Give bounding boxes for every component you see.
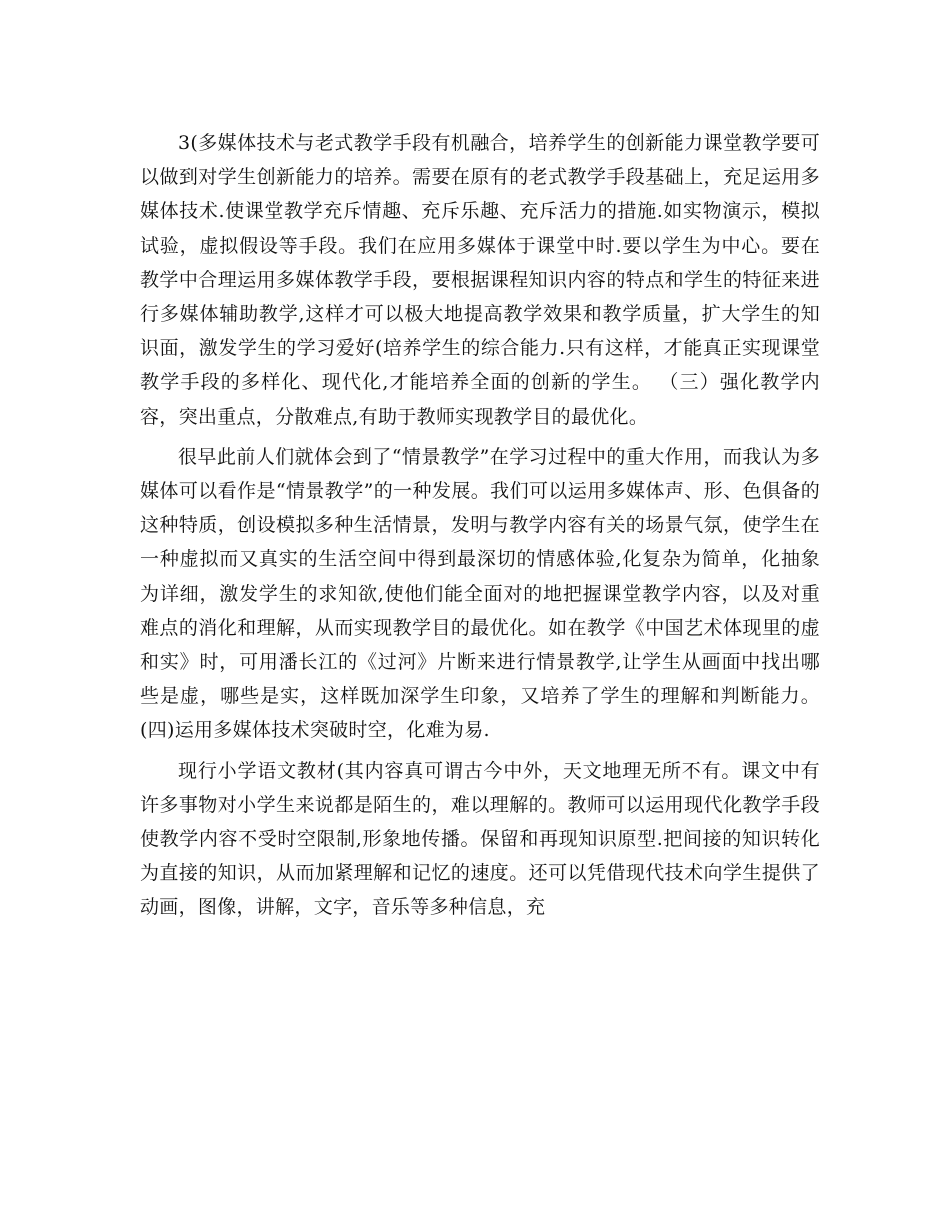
paragraph-1: 3(多媒体技术与老式教学手段有机融合，培养学生的创新能力课堂教学要可以做到对学生创新能力的培养。需要在原有的老式教学手段基础上，充足运用多媒体技术.使课堂教学充斥情趣、充斥乐趣、充斥活力的措施.如实物演示，模拟试验，虚拟假设等手段。我们在应用多媒体于课堂中时.要以学生为中心。要在教学中合理运用多媒体教学手段，要根据课程知识内容的特点和学生的特征来进行多媒体辅助教学,这样才可以极大地提高教学效果和教学质量，扩大学生的知识面，激发学生的学习爱好(培养学生的综合能力.只有这样，才能真正实现课堂教学手段的多样化、现代化,才能培养全面的创新的学生。 （三）强化教学内容，突出重点，分散难点,有助于教师实现教学目的最优化。	[140, 132, 820, 428]
paragraph-2: 很早此前人们就体会到了“情景教学”在学习过程中的重大作用，而我认为多媒体可以看作是“情景教学”的一种发展。我们可以运用多媒体声、形、色俱备的这种特质，创设模拟多种生活情景，发明与教学内容有关的场景气氛，使学生在一种虚拟而又真实的生活空间中得到最深切的情感体验,化复杂为简单，化抽象为详细，激发学生的求知欲,使他们能全面对的地把握课堂教学内容，以及对重难点的消化和理解，从而实现教学目的最优化。如在教学《中国艺术体现里的虚和实》时，可用潘长江的《过河》片断来进行情景教学,让学生从画面中找出哪些是虚，哪些是实，这样既加深学生印象，又培养了学生的理解和判断能力。 (四)运用多媒体技术突破时空，化难为易.	[140, 445, 820, 742]
paragraph-3: 现行小学语文教材(其内容真可谓古今中外，天文地理无所不有。课文中有许多事物对小学生来说都是陌生的，难以理解的。教师可以运用现代化教学手段使教学内容不受时空限制,形象地传播。保留和再现知识原型.把间接的知识转化为直接的知识，从而加紧理解和记忆的速度。还可以凭借现代技术向学生提供了动画，图像，讲解，文字，音乐等多种信息，充	[140, 759, 820, 919]
document-body	[140, 126, 820, 925]
